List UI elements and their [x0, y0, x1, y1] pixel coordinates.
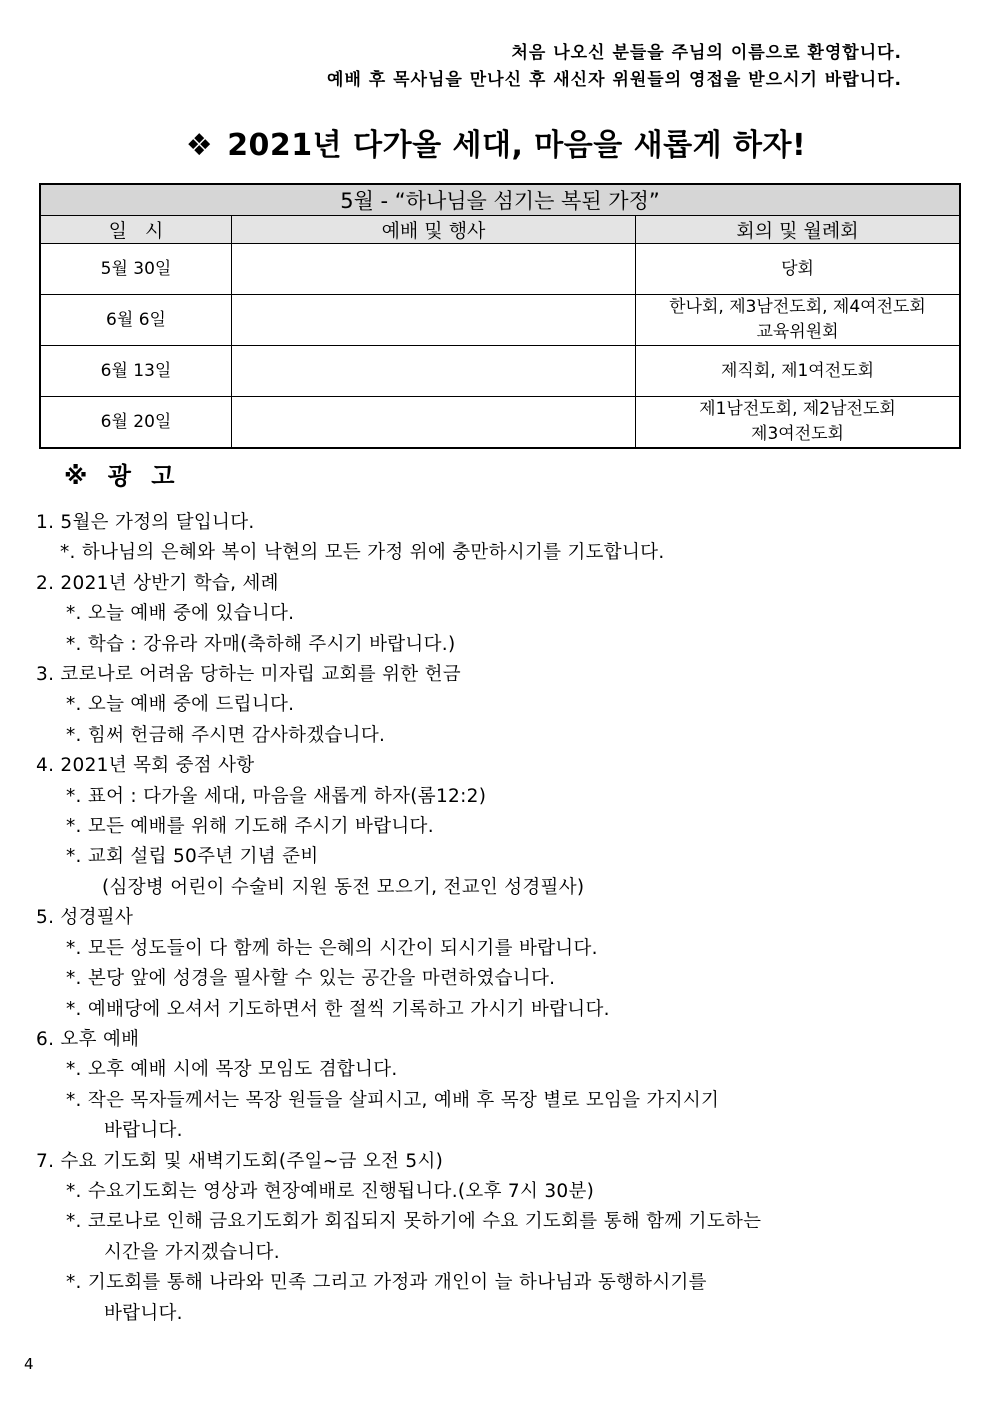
announcement-line: *. 본당 앞에 성경을 필사할 수 있는 공간을 마련하였습니다.	[66, 968, 556, 990]
announcement-line: 바랍니다.	[104, 1120, 183, 1142]
diamond-bullet-icon: ❖	[185, 128, 214, 163]
announcement-line: *. 오늘 예배 중에 드립니다.	[66, 694, 295, 716]
row-date: 6월 6일	[40, 295, 232, 346]
column-header-event: 예배 및 행사	[232, 216, 636, 244]
column-header-date: 일 시	[40, 216, 232, 244]
table-row	[40, 397, 960, 449]
announcement-line: *. 학습 : 강유라 자매(축하해 주시기 바랍니다.)	[66, 633, 456, 655]
row-meeting	[636, 244, 961, 295]
row-event	[232, 346, 636, 397]
announcement-heading: 1. 5월은 가정의 달입니다.	[36, 512, 255, 533]
announcement-line: *. 하나님의 은혜와 복이 낙현의 모든 가정 위에 충만하시기를 기도합니다.	[60, 542, 665, 564]
announcement-heading: 2. 2021년 상반기 학습, 세례	[36, 572, 279, 594]
announcement-line: *. 수요기도회는 영상과 현장예배로 진행됩니다.(오후 7시 30분)	[66, 1180, 595, 1202]
announcement-line: *. 교회 설립 50주년 기념 준비	[66, 846, 319, 868]
row-event	[232, 295, 636, 346]
row-event	[232, 244, 636, 295]
page-title	[0, 120, 992, 164]
page-number: 4	[24, 1355, 34, 1373]
meeting-line: 당회	[781, 258, 814, 279]
announcement-line: *. 표어 : 다가올 세대, 마음을 새롭게 하자(롬12:2)	[66, 785, 487, 807]
page-title-text: 2021년 다가올 세대, 마음을 새롭게 하자!	[227, 128, 807, 163]
column-header-meeting: 회의 및 월례회	[636, 216, 961, 244]
announcements-title: ※ 광 고	[64, 462, 181, 490]
announcement-line: *. 모든 예배를 위해 기도해 주시기 바랍니다.	[66, 816, 434, 838]
row-date: 5월 30일	[40, 244, 232, 295]
table-row	[40, 244, 960, 295]
announcement-line: *. 작은 목자들께서는 목장 원들을 살피시고, 예배 후 목장 별로 모임을 가지시기	[66, 1089, 720, 1111]
meeting-line: 제직회, 제1여전도회	[721, 360, 874, 381]
announcement-line: 바랍니다.	[104, 1302, 183, 1324]
announcement-line: 시간을 가지겠습니다.	[104, 1241, 280, 1263]
meeting-line: 교육위원회	[756, 322, 839, 342]
announcement-heading: 5. 성경필사	[36, 907, 134, 929]
row-event	[232, 397, 636, 449]
announcement-heading: 4. 2021년 목회 중점 사항	[36, 755, 255, 777]
announcement-heading: 6. 오후 예배	[36, 1028, 140, 1050]
row-meeting	[636, 346, 961, 397]
row-meeting	[636, 295, 961, 346]
announcement-line: *. 힘써 헌금해 주시면 감사하겠습니다.	[66, 724, 386, 746]
meeting-line: 한나회, 제3남전도회, 제4여전도회	[669, 297, 926, 317]
announcement-line: *. 모든 성도들이 다 함께 하는 은혜의 시간이 되시기를 바랍니다.	[66, 937, 598, 959]
announcement-line: *. 기도회를 통해 나라와 민족 그리고 가정과 개인이 늘 하나님과 동행하시기를	[66, 1272, 707, 1294]
welcome-line-1: 처음 나오신 분들을 주님의 이름으로 환영합니다.	[511, 43, 902, 63]
announcement-line: (심장병 어린이 수술비 지원 동전 모으기, 전교인 성경필사)	[102, 876, 585, 898]
table-row	[40, 346, 960, 397]
announcement-heading: 7. 수요 기도회 및 새벽기도회(주일~금 오전 5시)	[36, 1150, 444, 1172]
table-row	[40, 295, 960, 346]
meeting-line: 제3여전도회	[751, 424, 844, 444]
announcement-line: *. 오늘 예배 중에 있습니다.	[66, 603, 295, 625]
schedule-month-header: 5월 - “하나님을 섬기는 복된 가정”	[40, 184, 960, 216]
announcements-list	[36, 508, 966, 1329]
row-date: 6월 20일	[40, 397, 232, 449]
announcement-line: *. 예배당에 오셔서 기도하면서 한 절씩 기록하고 가시기 바랍니다.	[66, 998, 610, 1020]
schedule-table	[39, 183, 961, 449]
meeting-line: 제1남전도회, 제2남전도회	[699, 399, 896, 419]
announcement-heading: 3. 코로나로 어려움 당하는 미자립 교회를 위한 헌금	[36, 664, 461, 686]
announcement-line: *. 코로나로 인해 금요기도회가 회집되지 못하기에 수요 기도회를 통해 함께 기도하는	[66, 1211, 762, 1233]
announcement-line: *. 오후 예배 시에 목장 모임도 겸합니다.	[66, 1059, 398, 1081]
row-date: 6월 13일	[40, 346, 232, 397]
welcome-line-2: 예배 후 목사님을 만나신 후 새신자 위원들의 영접을 받으시기 바랍니다.	[327, 70, 902, 90]
row-meeting	[636, 397, 961, 449]
